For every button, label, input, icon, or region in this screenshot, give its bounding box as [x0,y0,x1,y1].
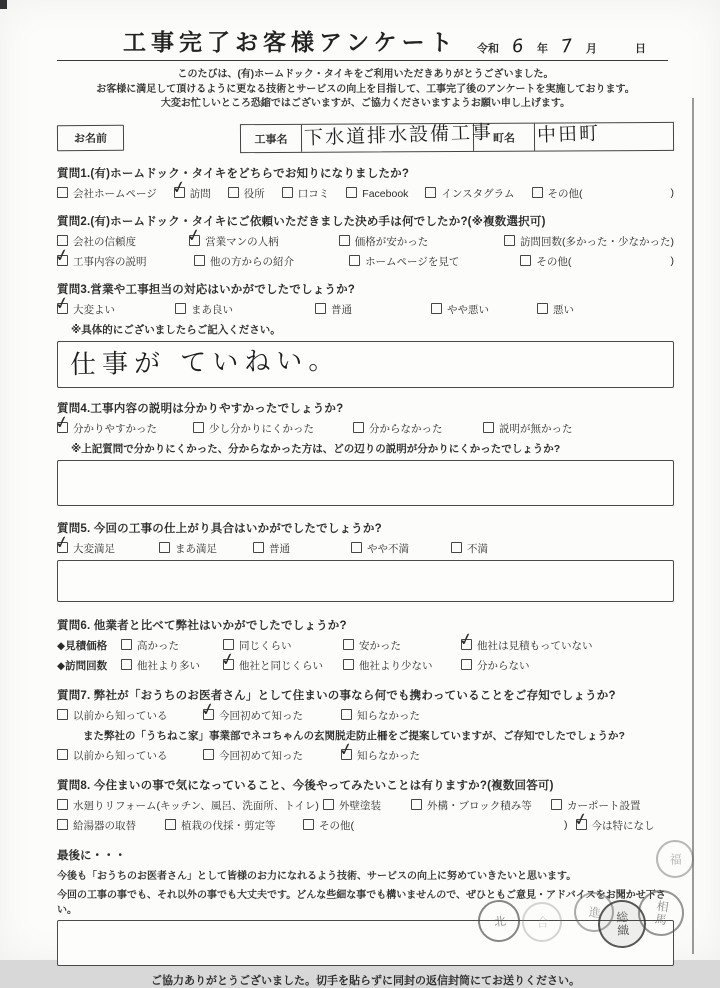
checkbox-option[interactable] [351,541,451,556]
question-7-options-row1 [57,708,674,723]
intro-line-2: お客様に満足して頂けるように更なる技術とサービスの向上を目指して、工事完了後のアンケートを実施しております。 [96,83,635,95]
question-7-subheading: また弊社の「うちねこ家」事業部でネコちゃんの玄関脱走防止柵をご提案していますが、ご存知でしたでしょうか? [83,729,625,742]
checkbox-icon[interactable] [121,639,132,650]
option-label: 植栽の伐採・剪定等 [181,819,276,832]
checkbox-option[interactable] [121,658,223,673]
checkbox-icon[interactable] [339,235,350,246]
field-row [57,123,674,153]
checkbox-icon[interactable] [483,422,494,433]
checkbox-icon[interactable] [425,187,436,198]
closing-line-1: 今後も「おうちのお医者さん」として皆様のお力になれるよう技術、サービスの向上に努めていきたいと思います。 [57,870,577,882]
checkbox-icon[interactable] [461,659,472,670]
option-label: 分かりやすかった [73,422,157,435]
hanko-stamp: 進 [572,890,616,934]
option-label: やや不満 [367,542,409,555]
checkbox-icon[interactable] [353,422,364,433]
option-label: 他社は見積もっていない [477,639,593,652]
checkbox-icon[interactable] [57,799,68,810]
checkbox-icon[interactable] [193,422,204,433]
checkbox-icon[interactable] [57,255,68,266]
checkbox-option[interactable] [253,541,351,556]
checkbox-icon[interactable] [576,819,587,830]
checkbox-icon[interactable] [343,659,354,670]
checkbox-option[interactable] [203,748,341,763]
checkbox-option[interactable] [57,186,157,201]
checkbox-option[interactable] [203,708,341,723]
checkbox-option[interactable] [223,658,343,673]
checkbox-icon[interactable] [194,255,205,266]
checkbox-icon[interactable] [203,749,214,760]
town-field-value[interactable] [534,123,673,151]
option-label: まあ満足 [175,542,217,555]
date-era-label: 令和 [477,43,499,55]
work-field-handwriting: 下水道排水設備工事 [303,121,494,150]
checkbox-option[interactable] [483,421,573,436]
question-2-heading: 質問2.(有)ホームドック・タイキにご依頼いただきました決め手は何でしたか?(※複数選択可) [57,215,546,228]
intro-line-3: 大変お忙しいところ恐縮ではございますが、ご協力くださいますようお願い申し上げます。 [160,98,571,109]
checkbox-option[interactable] [57,708,203,723]
checkbox-icon[interactable] [431,303,442,314]
work-field-label: 工事名 [254,133,288,146]
checkbox-icon[interactable] [323,799,334,810]
checkbox-option[interactable] [323,798,411,813]
option-label: 外壁塗装 [339,799,381,812]
question-6-heading: 質問6. 他業者と比べて弊社はいかがでしたでしょうか? [57,619,347,632]
paren-close: ) [670,187,674,199]
checkbox-icon[interactable] [341,709,352,720]
date-month-value[interactable]: 7 [560,35,574,58]
checkbox-option[interactable] [451,541,488,556]
hanko-stamp: 合 [522,902,562,942]
question-8-heading: 質問8. 今住まいの事で気になっていること、今後やってみたいことは有りますか?(複数回答可) [57,779,554,792]
checkbox-option[interactable] [159,541,253,556]
checkbox-icon[interactable] [57,542,68,553]
checkbox-icon[interactable] [351,542,362,553]
question-2 [57,213,674,269]
town-field-handwriting: 中田町 [536,122,601,147]
checkbox-option[interactable] [228,186,265,201]
option-label: 会社ホームページ [73,187,157,200]
scan-artifact-corner [0,0,7,9]
checkbox-option[interactable] [341,708,420,723]
option-label: 分からなかった [369,422,443,435]
checkbox-option[interactable] [537,302,574,317]
option-label: 訪問 [189,187,211,200]
checkbox-option[interactable] [551,798,641,813]
option-label: 他の方からの紹介 [210,255,295,268]
stamp-cluster [470,852,710,958]
work-town-table [240,122,674,153]
checkbox-option[interactable] [57,798,323,813]
checkbox-icon[interactable] [223,659,234,670]
checkbox-option[interactable] [303,818,354,833]
question-5-comment-box[interactable] [57,560,674,602]
option-label: 他社より少ない [359,659,433,672]
question-7-options-row2 [57,748,674,763]
header-divider [57,60,668,61]
checkbox-icon[interactable] [303,819,314,830]
option-label: 訪問回数(多かった・少なかった) [520,235,674,248]
checkbox-option[interactable] [461,638,593,653]
checkbox-option[interactable] [57,818,165,833]
page-title: 工事完了お客様アンケート [123,29,458,55]
question-8-options-row2 [57,818,674,833]
checkbox-option[interactable] [411,798,551,813]
checkbox-icon[interactable] [349,255,360,266]
question-6-row-visits [57,658,674,673]
question-1 [57,165,674,201]
option-label: 知らなかった [357,709,420,722]
option-label: 大変満足 [73,542,115,555]
scan-artifact-paper-edge [692,98,694,954]
option-label: 口コミ [297,187,330,200]
checkbox-option[interactable] [165,818,303,833]
option-label: 説明が無かった [499,422,573,435]
checkbox-icon[interactable] [228,187,239,198]
question-4-note: ※上記質問で分かりにくかった、分からなかった方は、どの辺りの説明が分かりにくかったでしょうか? [71,442,561,455]
checkbox-option[interactable] [339,234,504,249]
checkbox-icon[interactable] [282,187,293,198]
option-label: 外構・ブロック積み等 [427,799,532,812]
question-3-options [57,302,674,317]
header [57,24,674,57]
question-4-comment-box[interactable] [57,460,674,506]
intro-line-1: このたびは、(有)ホームドック・タイキをご利用いただきありがとうございました。 [177,69,554,80]
question-5 [57,520,674,602]
checkbox-icon[interactable] [57,422,68,433]
option-label: まあ良い [191,303,233,316]
checkbox-icon[interactable] [57,749,68,760]
checkbox-option[interactable] [343,638,461,653]
footer-thanks-text: ご協力ありがとうございました。切手を貼らずに同封の返信封筒にてお送りください。 [151,974,580,987]
checkbox-icon[interactable] [532,187,543,198]
option-label: 高かった [137,639,179,652]
option-label: 会社の信頼度 [73,235,136,248]
date-year-value[interactable]: 6 [511,35,525,58]
checkbox-icon[interactable] [461,639,472,650]
date-year-unit: 年 [537,43,548,55]
option-label: 他社より多い [137,659,200,672]
checkbox-option[interactable] [121,638,223,653]
checkbox-option[interactable] [189,234,339,249]
option-label: カーポート設置 [567,799,641,812]
paren-close: ) [564,819,568,831]
checkbox-option[interactable] [532,186,583,201]
checkbox-option[interactable] [193,421,353,436]
checkbox-icon[interactable] [189,235,200,246]
checkbox-option[interactable] [223,638,343,653]
question-4 [57,400,674,506]
hanko-stamp: 相馬 [635,887,687,939]
name-field-label: お名前 [57,124,124,150]
checkbox-icon[interactable] [174,187,185,198]
checkbox-icon[interactable] [57,303,68,314]
checkbox-option[interactable] [282,186,330,201]
option-label: 今回初めて知った [219,709,303,722]
checkbox-option[interactable] [194,254,349,269]
option-label: 今回初めて知った [219,749,303,762]
question-3-comment-box[interactable] [57,341,674,388]
option-label: その他( [319,819,354,832]
question-3 [57,281,674,388]
option-label: 知らなかった [357,749,420,762]
date-row [477,36,646,57]
question-6-price-label: ◆見積価格 [57,639,108,652]
checkbox-option[interactable] [343,658,461,673]
option-label: 普通 [269,542,290,555]
hanko-stamp: 福 [656,840,694,878]
checkbox-option[interactable] [349,254,520,269]
question-7-heading: 質問7. 弊社が「おうちのお医者さん」として住まいの事なら何でも携わっていることをご存知でしょうか? [57,689,616,702]
question-6-row-price [57,638,674,653]
option-label: 以前から知っている [73,709,168,722]
option-label: 同じくらい [239,639,292,652]
question-1-heading: 質問1.(有)ホームドック・タイキをどちらでお知りになりましたか? [57,167,410,180]
question-3-comment-handwriting: 仕事が ていねい。 [69,345,341,380]
option-label: 水廻りリフォーム(キッチン、風呂、洗面所、トイレ) [73,799,319,812]
closing-heading: 最後に・・・ [57,849,126,862]
checkbox-icon[interactable] [551,799,562,810]
option-label: 他社と同じくらい [239,659,323,672]
checkbox-icon[interactable] [504,235,515,246]
option-label: 不満 [467,542,488,555]
checkbox-option[interactable] [57,234,189,249]
option-label: Facebook [362,187,409,200]
checkbox-icon[interactable] [411,799,422,810]
checkbox-option[interactable] [341,748,420,763]
checkbox-icon[interactable] [165,819,176,830]
checkbox-icon[interactable] [341,749,352,760]
checkbox-option[interactable] [174,186,211,201]
option-label: その他( [547,187,583,200]
question-6 [57,617,674,673]
checkbox-icon[interactable] [203,709,214,720]
checkbox-option[interactable] [175,302,315,317]
checkbox-option[interactable] [353,421,483,436]
option-label: 以前から知っている [73,749,168,762]
option-label: 営業マンの人柄 [205,235,279,248]
checkbox-option[interactable] [461,658,530,673]
town-field-label: 町名 [473,124,534,151]
checkbox-option[interactable] [315,302,431,317]
checkbox-icon[interactable] [175,303,186,314]
question-1-options [57,186,674,201]
intro-text [57,68,674,112]
checkbox-option[interactable] [431,302,537,317]
checkbox-icon[interactable] [346,187,357,198]
checkbox-option[interactable] [504,234,674,249]
date-month-unit: 月 [586,43,597,55]
checkbox-icon[interactable] [121,659,132,670]
checkbox-option[interactable] [576,818,655,833]
option-label: 大変よい [73,303,115,316]
option-label: 悪い [553,303,574,316]
checkbox-icon[interactable] [57,819,68,830]
question-2-options-row1 [57,234,674,249]
question-2-options-row2 [57,254,674,269]
question-6-visits-label: ◆訪問回数 [57,659,108,672]
checkbox-icon[interactable] [343,639,354,650]
checkbox-option[interactable] [57,421,193,436]
checkbox-icon[interactable] [253,542,264,553]
option-label: 安かった [359,639,401,652]
question-3-heading: 質問3.営業や工事担当の対応はいかがでしたでしょうか? [57,283,356,296]
checkbox-option[interactable] [57,748,203,763]
option-label: その他( [536,255,572,268]
work-field-value[interactable] [301,121,494,152]
question-7 [57,687,674,763]
checkbox-icon[interactable] [57,187,68,198]
hanko-stamp: 総織 [596,898,647,949]
option-label: 価格が安かった [354,235,429,248]
date-day-unit: 日 [635,43,646,55]
closing-line-2: 今回の工事の事でも、それ以外の事でも大丈夫です。どんな些細な事でも構いませんので、ぜひともご意見・アドバイスをお聞かせ下さい。 [57,889,666,916]
question-3-note: ※具体的にございましたらご記入ください。 [71,323,281,336]
checkbox-option[interactable] [57,541,159,556]
option-label: 役所 [243,187,265,200]
option-label: ホームページを見て [365,255,460,268]
option-label: 分からない [477,659,530,672]
option-label: インスタグラム [441,187,515,200]
option-label: 今は特になし [591,819,655,832]
checkbox-option[interactable] [346,187,408,200]
question-5-options [57,541,674,556]
option-label: 普通 [331,303,352,316]
checkbox-option[interactable] [520,254,571,269]
question-5-heading: 質問5. 今回の工事の仕上がり具合はいかがでしたでしょうか? [57,522,382,535]
checkbox-icon[interactable] [520,255,531,266]
question-4-heading: 質問4.工事内容の説明は分かりやすかったでしょうか? [57,402,344,415]
paren-close: ) [670,255,674,267]
checkbox-icon[interactable] [159,542,170,553]
checkbox-icon[interactable] [451,542,462,553]
checkbox-option[interactable] [57,302,175,317]
option-label: 給湯器の取替 [73,819,136,832]
question-4-options [57,421,674,436]
option-label: 工事内容の説明 [73,255,147,268]
question-8 [57,777,674,833]
option-label: 少し分かりにくかった [209,422,314,435]
option-label: やや悪い [447,303,489,316]
checkbox-option[interactable] [425,186,514,201]
checkbox-option[interactable] [57,254,194,269]
checkbox-icon[interactable] [57,709,68,720]
checkbox-icon[interactable] [537,303,548,314]
hanko-stamp: 北 [475,897,522,944]
checkbox-icon[interactable] [315,303,326,314]
